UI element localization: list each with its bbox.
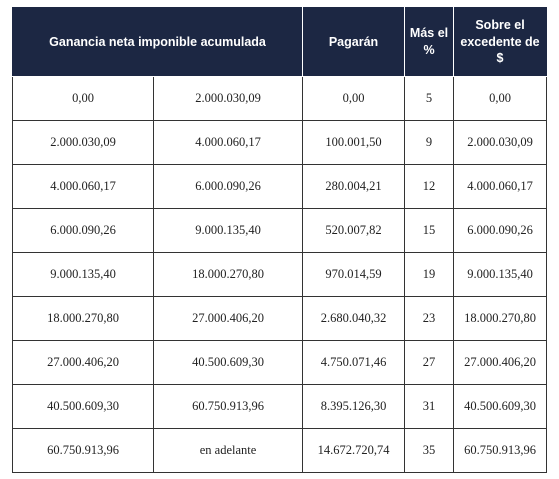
table-row [13,209,547,253]
cell-porcentaje: 23 [405,297,454,341]
header-pagaran: Pagarán [303,8,405,77]
cell-desde: 40.500.609,30 [13,385,154,429]
cell-hasta: en adelante [154,429,303,473]
cell-desde: 2.000.030,09 [13,121,154,165]
cell-porcentaje: 12 [405,165,454,209]
cell-pagaran: 2.680.040,32 [303,297,405,341]
cell-hasta: 60.750.913,96 [154,385,303,429]
cell-excedente: 2.000.030,09 [454,121,547,165]
cell-excedente: 9.000.135,40 [454,253,547,297]
cell-hasta: 9.000.135,40 [154,209,303,253]
table-row [13,341,547,385]
cell-desde: 18.000.270,80 [13,297,154,341]
cell-pagaran: 0,00 [303,77,405,121]
cell-desde: 6.000.090,26 [13,209,154,253]
cell-pagaran: 520.007,82 [303,209,405,253]
cell-excedente: 18.000.270,80 [454,297,547,341]
cell-pagaran: 14.672.720,74 [303,429,405,473]
cell-porcentaje: 15 [405,209,454,253]
cell-porcentaje: 9 [405,121,454,165]
header-sobre-excedente: Sobre el excedente de $ [454,8,547,77]
cell-hasta: 4.000.060,17 [154,121,303,165]
table-row [13,77,547,121]
cell-porcentaje: 5 [405,77,454,121]
cell-pagaran: 4.750.071,46 [303,341,405,385]
table-row [13,253,547,297]
cell-pagaran: 100.001,50 [303,121,405,165]
cell-hasta: 27.000.406,20 [154,297,303,341]
cell-desde: 0,00 [13,77,154,121]
cell-hasta: 40.500.609,30 [154,341,303,385]
cell-excedente: 40.500.609,30 [454,385,547,429]
cell-desde: 4.000.060,17 [13,165,154,209]
table-row [13,121,547,165]
cell-excedente: 27.000.406,20 [454,341,547,385]
tax-bracket-table [12,7,547,473]
table-row [13,165,547,209]
tax-bracket-table-container [12,7,547,473]
cell-porcentaje: 31 [405,385,454,429]
cell-hasta: 2.000.030,09 [154,77,303,121]
cell-pagaran: 970.014,59 [303,253,405,297]
table-body [13,77,547,473]
header-mas-el-porcentaje: Más el % [405,8,454,77]
table-row [13,429,547,473]
cell-excedente: 60.750.913,96 [454,429,547,473]
cell-porcentaje: 19 [405,253,454,297]
table-row [13,297,547,341]
header-ganancia-neta: Ganancia neta imponible acumulada [13,8,303,77]
cell-desde: 9.000.135,40 [13,253,154,297]
cell-excedente: 0,00 [454,77,547,121]
table-row [13,385,547,429]
table-header-row [13,8,547,77]
cell-porcentaje: 27 [405,341,454,385]
cell-desde: 27.000.406,20 [13,341,154,385]
cell-pagaran: 8.395.126,30 [303,385,405,429]
cell-excedente: 6.000.090,26 [454,209,547,253]
cell-excedente: 4.000.060,17 [454,165,547,209]
cell-desde: 60.750.913,96 [13,429,154,473]
cell-hasta: 18.000.270,80 [154,253,303,297]
cell-porcentaje: 35 [405,429,454,473]
cell-hasta: 6.000.090,26 [154,165,303,209]
cell-pagaran: 280.004,21 [303,165,405,209]
